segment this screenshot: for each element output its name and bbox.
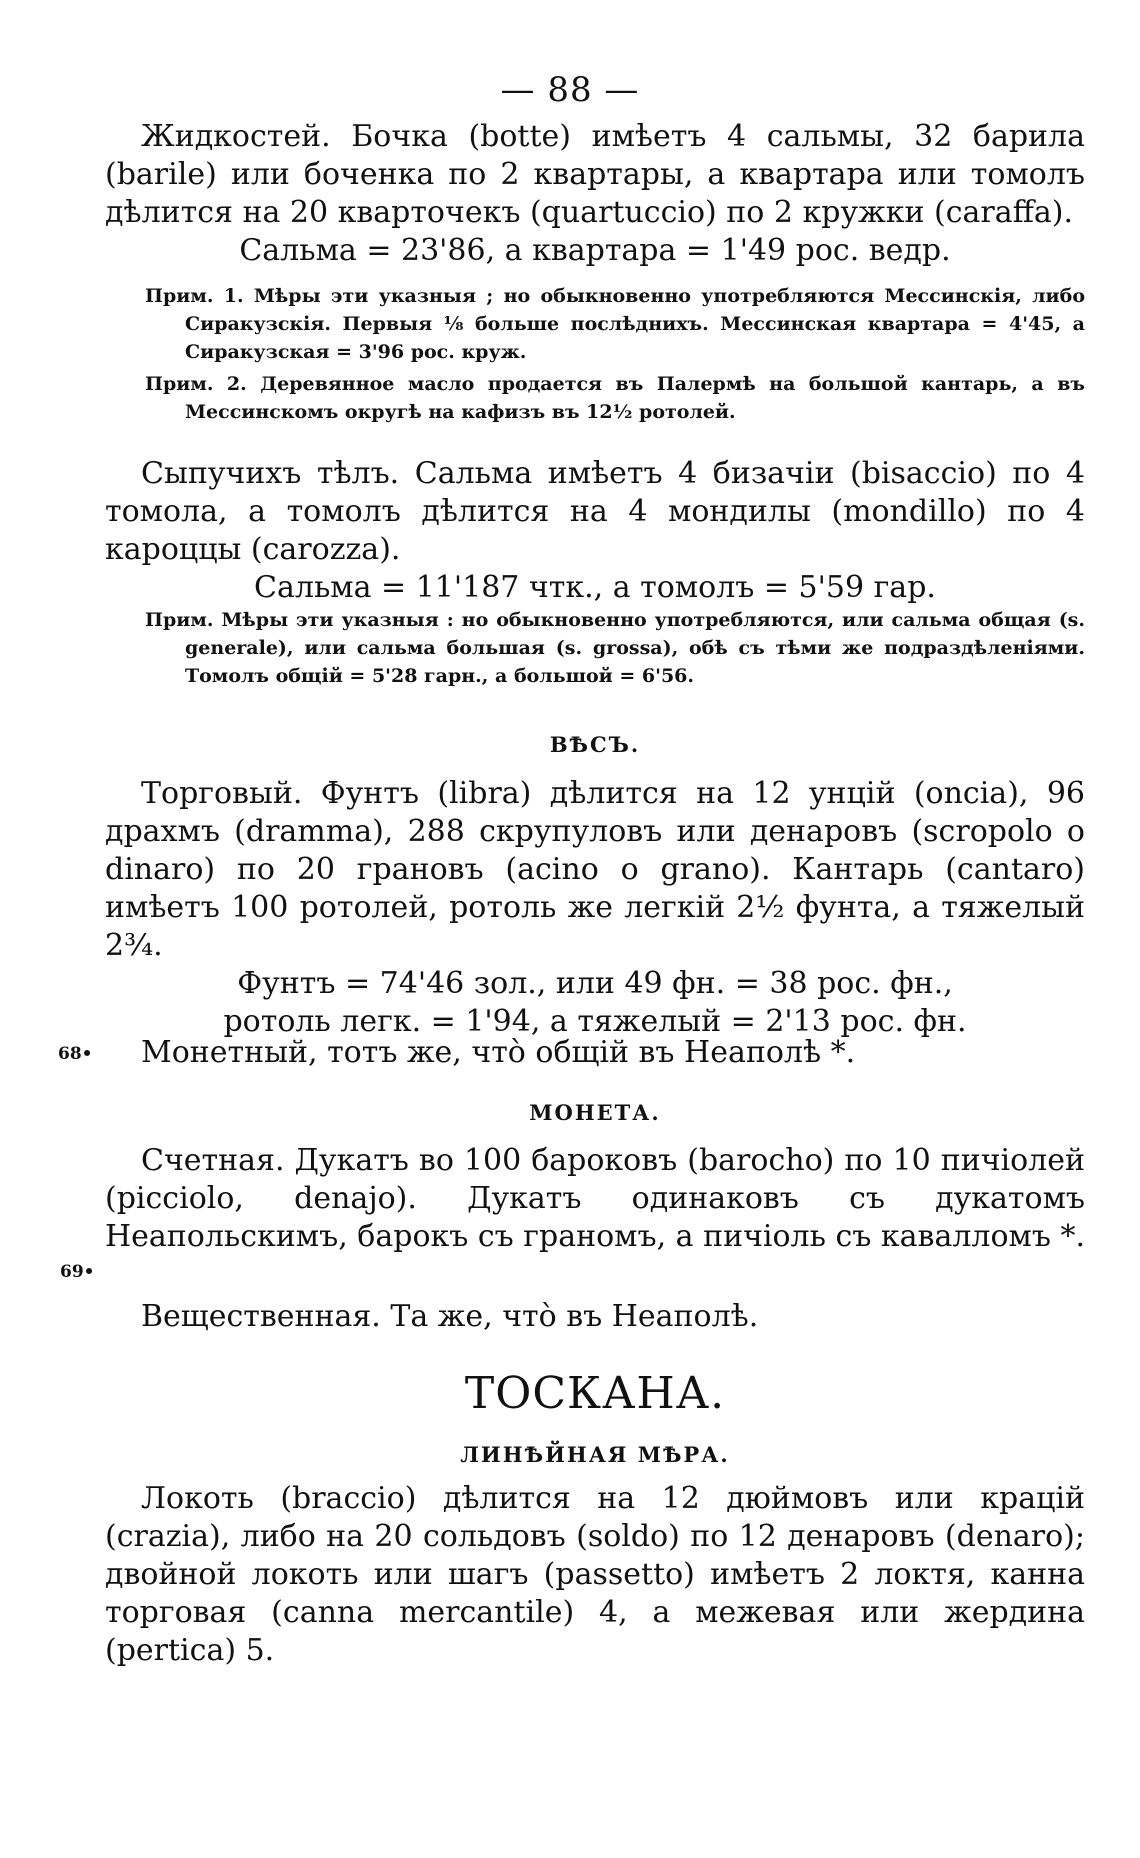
section-dry — [105, 455, 1085, 607]
paragraph-linear: Локоть (braccio) дѣлится на 12 дюймовъ или крацій (crazia), либо на 20 сольдовъ (soldo) по 12 денаровъ (denaro); двойной локоть или шагъ (passetto) имѣетъ 2 локтя, канна торговая (canna mercantile) 4, а межевая или жердина (pertica) 5. — [105, 1481, 1085, 1668]
paragraph-mint: Монетный, тотъ же, что̀ общій въ Неаполѣ *. — [141, 1035, 856, 1070]
section-trade — [105, 775, 1085, 1041]
heading-weight-block — [105, 732, 1085, 757]
margin-note-68: 68• — [58, 1044, 93, 1064]
paragraph-real: Вещественная. Та же, что̀ въ Неаполѣ. — [141, 1299, 759, 1334]
heading-money: МОНЕТА. — [529, 1100, 661, 1125]
heading-tuscany: ТОСКАНА. — [464, 1368, 726, 1419]
note-2: Прим. 2. Деревянное масло продается въ Палермѣ на большой кантарь, а въ Мессинскомъ округѣ на кафизъ въ 12½ ротолей. — [145, 373, 1085, 423]
section-real — [105, 1298, 1085, 1336]
paragraph-account: Счетная. Дукатъ во 100 бароковъ (barocho) по 10 пичіолей (picciolo, denajo). Дукатъ одинаковъ съ дукатомъ Неапольскимъ, барокъ съ граномъ, а пичіоль съ кавалломъ *. — [105, 1143, 1085, 1254]
trade-equivalence-1: Фунтъ = 74'46 зол., или 49 фн. = 38 рос. фн., — [237, 966, 953, 1001]
note-3: Прим. Мѣры эти указныя : но обыкновенно употребляются, или сальма общая (s. generale), или сальма большая (s. grossa), обѣ съ тѣми же подраздѣленіями. Томолъ общій = 5'28 гарн., а большой = 6'56. — [145, 609, 1085, 687]
section-linear — [105, 1480, 1085, 1670]
notes-liquids — [105, 282, 1085, 426]
section-account — [105, 1142, 1085, 1256]
heading-money-block — [105, 1100, 1085, 1125]
margin-note-69: 69• — [60, 1262, 95, 1282]
heading-linear: ЛИНѢЙНАЯ МѢРА. — [460, 1442, 730, 1467]
paragraph-dry: Сыпучихъ тѣлъ. Сальма имѣетъ 4 бизачіи (bisaccio) по 4 томола, а томолъ дѣлится на 4 мондилы (mondillo) по 4 кароццы (carozza). — [105, 456, 1085, 567]
heading-weight: ВѢСЪ. — [549, 732, 641, 757]
paragraph-liquids: Жидкостей. Бочка (botte) имѣетъ 4 сальмы, 32 барила (barile) или боченка по 2 квартары, а квартара или томолъ дѣлится на 20 кварточекъ (quartuccio) по 2 кружки (caraffa). — [105, 119, 1085, 230]
trade-equivalence-2: ротоль легк. = 1'94, а тяжелый = 2'13 рос. фн. — [223, 1004, 967, 1039]
note-1: Прим. 1. Мѣры эти указныя ; но обыкновенно употребляются Мессинскія, либо Сиракузскія. Первыя ⅛ больше послѣднихъ. Мессинская квартара = 4'45, а Сиракузская = 3'96 рос. круж. — [145, 285, 1085, 363]
section-mint — [105, 1034, 1085, 1072]
paragraph-trade: Торговый. Фунтъ (libra) дѣлится на 12 унцій (oncia), 96 драхмъ (dramma), 288 скрупуловъ или денаровъ (scropolo o dinaro) по 20 грановъ (acino o grano). Кантарь (cantaro) имѣетъ 100 ротолей, ротоль же легкій 2½ фунта, а тяжелый 2¾. — [105, 776, 1085, 963]
section-liquids — [105, 118, 1085, 270]
dry-equivalence: Сальма = 11'187 чтк., а томолъ = 5'59 гар. — [254, 570, 936, 605]
page-number: — 88 — — [500, 70, 640, 110]
heading-linear-block — [105, 1442, 1085, 1467]
heading-tuscany-block — [105, 1368, 1085, 1419]
note-dry — [105, 606, 1085, 690]
liquids-equivalence: Сальма = 23'86, а квартара = 1'49 рос. ведр. — [239, 233, 951, 268]
